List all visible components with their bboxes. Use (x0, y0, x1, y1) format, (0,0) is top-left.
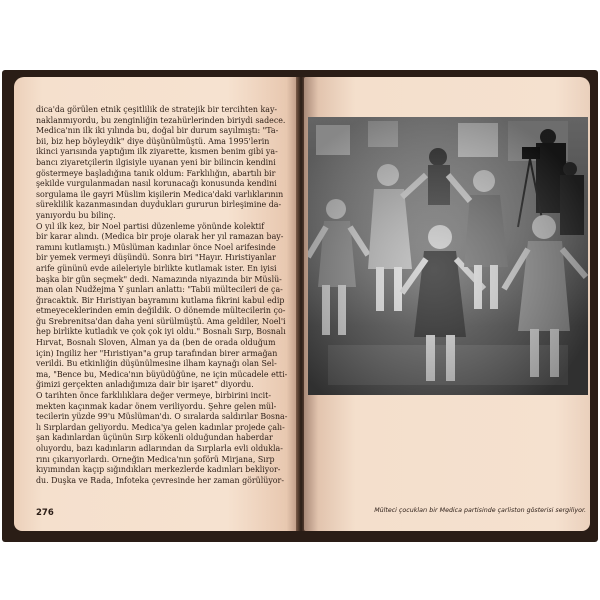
text-line: ikinci yarısında yaptığım ilk ziyarette, kısmen benim gibi ya- (36, 147, 278, 157)
text-line: du. Duşka ve Rada, İnfoteka çevresinde her zaman görülüyor- (36, 475, 284, 485)
text-line: arife gününü evde aileleriyle birlikte kutlamak ister. En iyisi (36, 263, 277, 273)
text-line: ğıracaktık. Bir Hıristiyan bayramını kutlama fikrini kabul edip (36, 295, 285, 305)
text-line: dica'da görülen etnik çeşitlilik de stratejik bir tercihten kay- (36, 105, 278, 114)
text-line: etmeyeceklerinden emin değildik. O dönemde mültecilerin ço- (36, 306, 286, 316)
text-line: mekten kaçınmak kadar önem veriliyordu. Şehre gelen mül- (36, 401, 277, 411)
text-line: bir yemek vermeyi düşündü. Sonra biri "Hayır. Hıristiyanlar (36, 253, 276, 263)
text-line: süreklilik kazanmasından duydukları gururun birleşimine da- (36, 200, 282, 210)
text-line: ğu Srebrenitsa'dan daha yeni sürülmüştü. Ama geldiler, Noel'i (36, 316, 286, 326)
photo-illustration (308, 117, 588, 395)
text-line: rını çıkarıyorlardı. Örneğin Medica'nın şoförü Mirjana, Sırp (36, 454, 275, 464)
text-line: hep birlikte kutladık ve çok çok iyi oldu." Bosnalı Sırp, Bosnalı (36, 327, 286, 337)
text-line: ğimizi gerçekten anladığımıza dair bir işaret" diyordu. (36, 380, 254, 390)
open-book (2, 70, 598, 542)
text-line: Hırvat, Bosnalı Sloven, Alman ya da (ben de orada olduğum (36, 338, 276, 348)
text-line: bii, biz hep böyleydik" diye düşünülmüştü. Ama 1995'lerin (36, 136, 270, 146)
text-line: oluyordu, bazı kadınların adlarından da Sırplarla evli oldukla- (36, 444, 283, 453)
text-line: sorgulama ile gayri Müslim kişilerin Medica'daki varlıklarının (36, 189, 284, 199)
dancing-children-photo (308, 117, 588, 395)
text-line: göstermeye başladığına tanık oldum: Farklılığın, abartılı bir (36, 168, 276, 178)
left-page-body-text (36, 105, 290, 486)
text-line: kıyımından kaçıp sığındıkları merkezlerde kadınları bekliyor- (36, 465, 281, 475)
text-line: şan kadınlardan üçünün Sırp kökenli olduğundan haberdar (36, 433, 273, 443)
text-line: O tarihten önce farklılıklara değer vermeye, birbirini incit- (36, 391, 271, 401)
text-line: şekilde vurgulanmadan nasıl korunacağı konusunda kendini (36, 179, 277, 189)
text-line: tecilerin yüzde 99'u Müslüman'dı. O sıralarda saldırılar Bosna- (36, 412, 288, 422)
text-line: man olan Nudžejma Y şunları anlattı: "Tabii mültecileri de ça- (36, 285, 283, 295)
text-line: lı Sırplardan geliyordu. Medica'ya gelen kadınlar projede çalı- (36, 422, 285, 432)
text-line: O yıl ilk kez, bir Noel partisi düzenleme yönünde kolektif (36, 221, 265, 231)
text-line: bir karar alındı. (Medica bir proje olarak her yıl ramazan bay- (36, 232, 284, 242)
photo-caption: Mülteci çocukları bir Medica partisinde çarliston gösterisi sergiliyor. (374, 507, 586, 514)
text-line: başka bir gün seçmek" dedi. Namazında niyazında bir Müslü- (36, 274, 282, 284)
left-page (14, 77, 298, 531)
right-page (304, 77, 590, 531)
text-line: Medica'nın ilk iki yılında bu, doğal bir durum sayılmıştı: "Ta- (36, 126, 279, 136)
text-line: naklanmıyordu, bu zenginliğin tezahürlerinden biriydi sadece. (36, 115, 286, 125)
text-line: yanıyordu bu bilinç. (36, 210, 116, 220)
text-line: verildi. Bu etkinliğin düşünülmesine ilham kaynağı olan Sel- (36, 359, 277, 369)
text-line: bancı ziyaretçilerin ilgisiyle uyanan yeni bir bilincin kendini (36, 157, 276, 167)
text-line: ma, "Bence bu, Medica'nın büyüdüğüne, ne için mücadele etti- (36, 369, 288, 379)
text-line: için) İngiliz her "Hıristiyan"a grup tarafından birer armağan (36, 348, 278, 358)
page-number: 276 (36, 508, 54, 518)
text-line: ramını kutlamıştı.) Müslüman kadınlar önce Noel arifesinde (36, 242, 276, 252)
